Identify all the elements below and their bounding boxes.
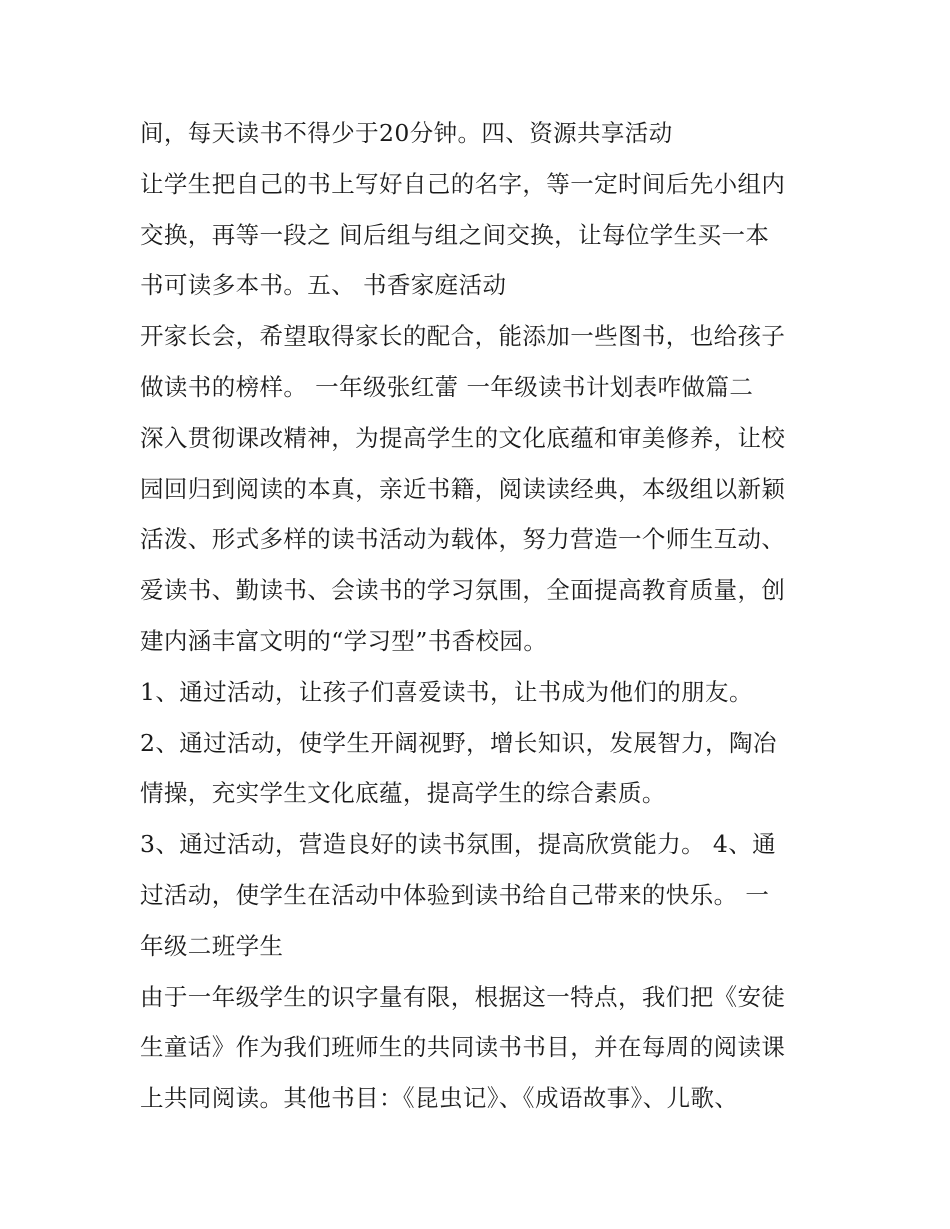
text-line: 深入贯彻课改精神，为提高学生的文化底蕴和审美修养，让校	[140, 423, 786, 452]
text-line: 3、通过活动，营造良好的读书氛围，提高欣赏能力。 4、通	[140, 830, 777, 859]
text-line: 生童话》作为我们班师生的共同读书书目，并在每周的阅读课	[140, 1033, 786, 1062]
text-line: 活泼、形式多样的读书活动为载体，努力营造一个师生互动、	[140, 525, 786, 554]
text-line: 园回归到阅读的本真，亲近书籍，阅读读经典，本级组以新颖	[140, 474, 786, 503]
text-line: 爱读书、勤读书、会读书的学习氛围，全面提高教育质量，创	[140, 576, 786, 605]
text-line: 上共同阅读。其他书目：《昆虫记》、《成语故事》、儿歌、	[140, 1084, 739, 1113]
text-line: 做读书的榜样。 一年级张红蕾 一年级读书计划表咋做篇二	[140, 372, 754, 401]
text-line: 书可读多本书。五、 书香家庭活动	[140, 271, 507, 300]
text-line: 年级二班学生	[140, 931, 284, 960]
text-line: 开家长会，希望取得家长的配合，能添加一些图书，也给孩子	[140, 322, 786, 351]
text-line: 过活动，使学生在活动中体验到读书给自己带来的快乐。 一	[140, 880, 770, 909]
text-line: 间，每天读书不得少于20分钟。四、资源共享活动	[140, 119, 673, 147]
text-line: 情操，充实学生文化底蕴，提高学生的综合素质。	[140, 779, 666, 808]
text-line: 由于一年级学生的识字量有限，根据这一特点，我们把《安徒	[140, 982, 786, 1011]
text-line: 2、通过活动，使学生开阔视野，增长知识，发展智力，陶冶	[140, 728, 777, 757]
text-line: 让学生把自己的书上写好自己的名字，等一定时间后先小组内	[140, 169, 786, 198]
text-line: 1、通过活动，让孩子们喜爱读书，让书成为他们的朋友。	[140, 677, 753, 706]
body-text	[140, 108, 830, 1124]
text-line: 建内涵丰富文明的“学习型”书香校园。	[140, 626, 548, 655]
text-line: 交换，再等一段之 间后组与组之间交换，让每位学生买一本	[140, 220, 770, 249]
